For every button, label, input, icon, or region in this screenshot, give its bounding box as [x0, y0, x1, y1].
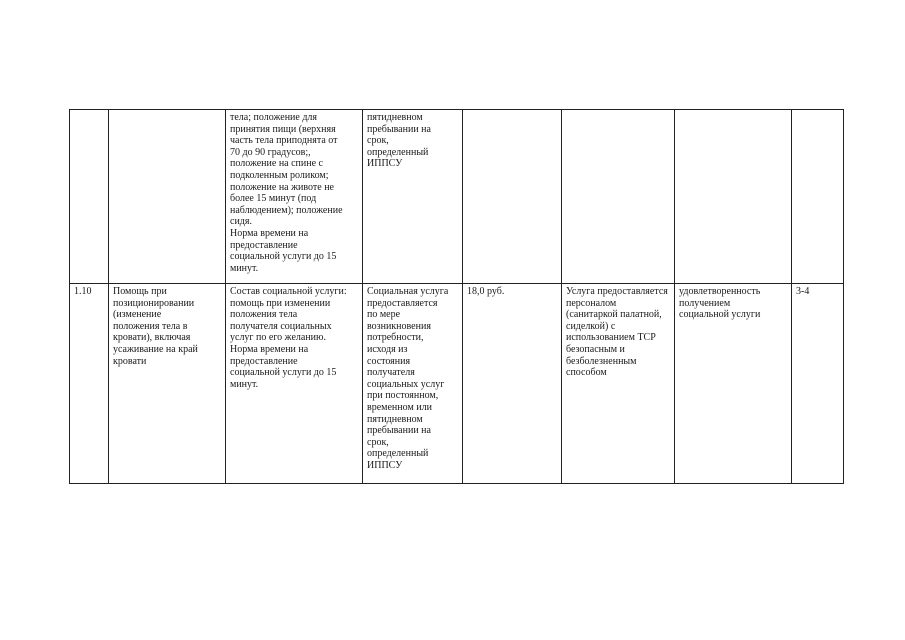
service-content-cell: тела; положение для принятия пищи (верхняя часть тела приподнята от 70 до 90 градусов;, положение на спине с подколенным роликом; положение на животе не более 15 минут (под наблюдением); положение сидя. Норма времени на предоставление социальной услуги до 15 минут.	[226, 110, 363, 284]
service-conditions-cell: Социальная услуга предоставляется по мере возникновения потребности, исходя из состояния получателя социальных услуг при постоянном, временном или пятидневном пребывании на срок, определенный ИППСУ	[363, 284, 463, 484]
service-name-cell: Помощь при позиционировании (изменение положения тела в кровати), включая усаживание на край кровати	[109, 284, 226, 484]
service-conditions-cell: пятидневном пребывании на срок, определенный ИППСУ	[363, 110, 463, 284]
service-score-cell: 3-4	[792, 284, 844, 484]
service-quality-cell: Услуга предоставляется персоналом (санитаркой палатной, сиделкой) с использованием ТСР безопасным и безболезненным способом	[562, 284, 675, 484]
table-row	[70, 110, 844, 284]
service-content-cell: Состав социальной услуги: помощь при изменении положения тела получателя социальных услуг по его желанию. Норма времени на предоставление социальной услуги до 15 минут.	[226, 284, 363, 484]
services-table	[69, 109, 844, 484]
service-number-cell	[70, 110, 109, 284]
service-number-cell: 1.10	[70, 284, 109, 484]
service-quality-cell	[562, 110, 675, 284]
service-tariff-cell: 18,0 руб.	[463, 284, 562, 484]
service-tariff-cell	[463, 110, 562, 284]
service-result-cell: удовлетворенность получением социальной услуги	[675, 284, 792, 484]
service-result-cell	[675, 110, 792, 284]
service-score-cell	[792, 110, 844, 284]
service-name-cell	[109, 110, 226, 284]
table-row	[70, 284, 844, 484]
